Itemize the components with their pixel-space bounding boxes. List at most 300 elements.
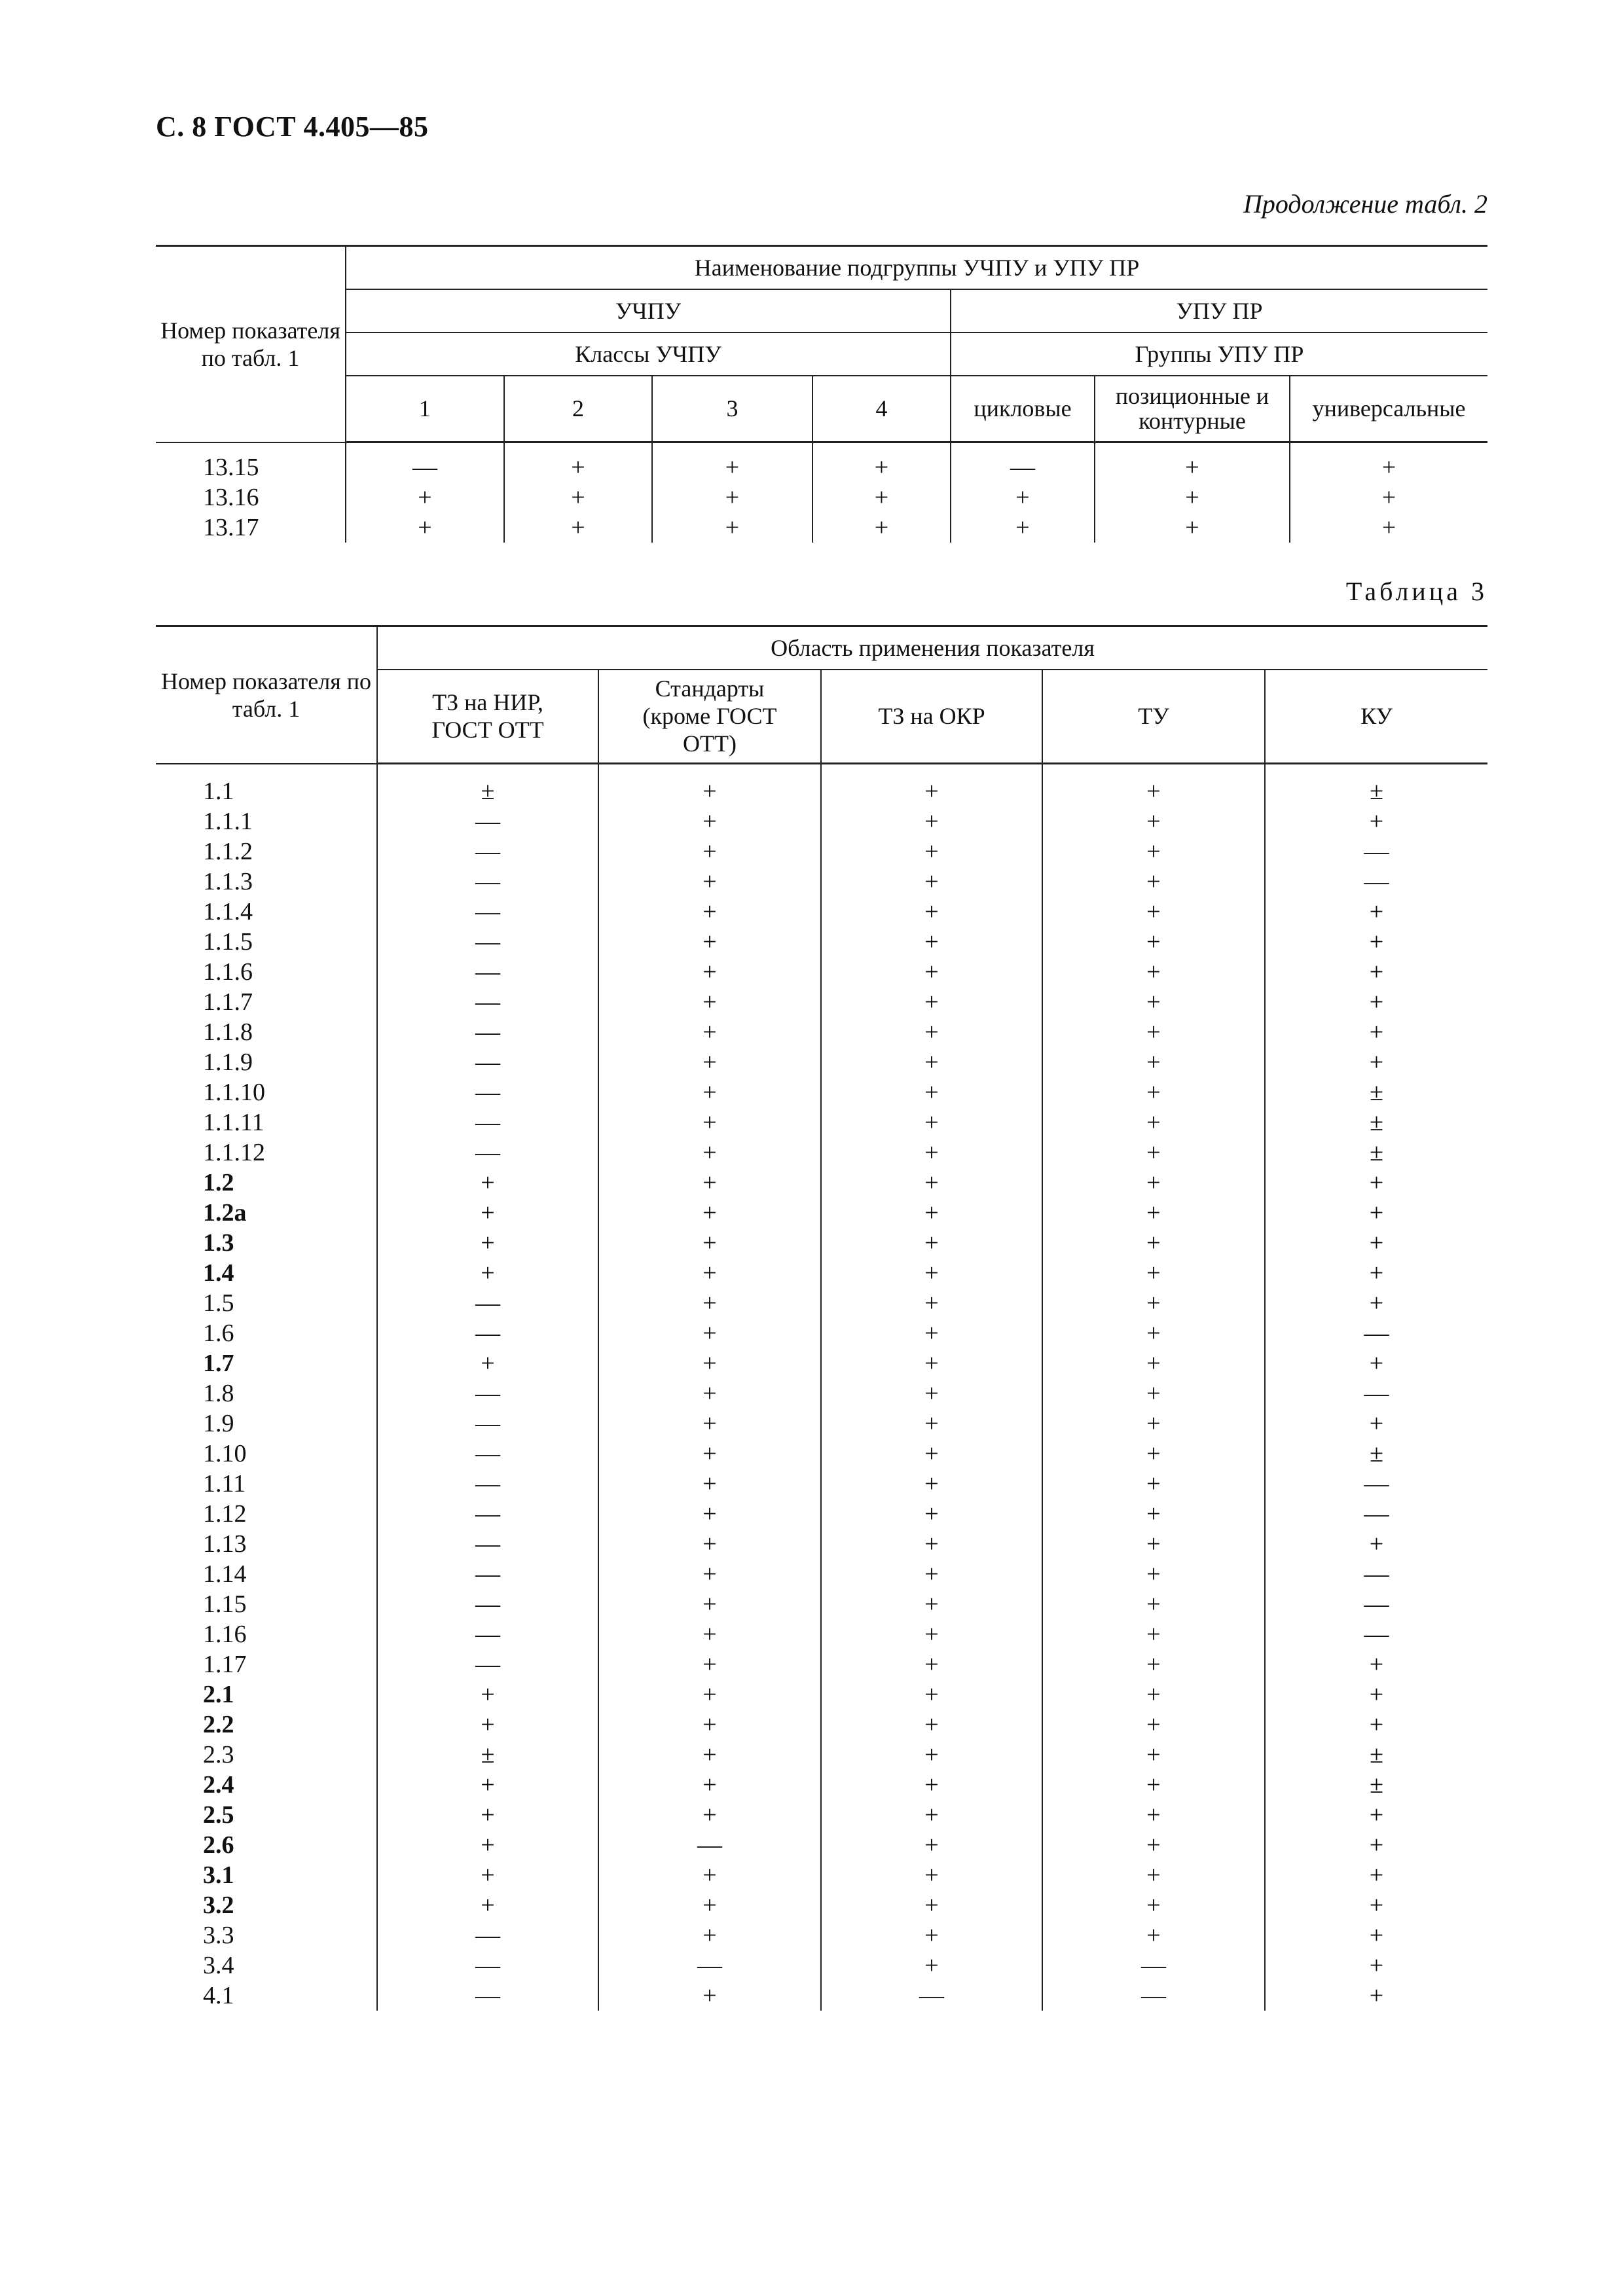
row-number: 1.17 [203,1651,247,1678]
row-number: 1.1.9 [203,1049,253,1076]
table-cell: — [377,1138,598,1168]
table2-upu-header: УПУ ПР [951,289,1487,332]
table-cell: + [821,1740,1042,1770]
table-cell: + [598,1378,821,1408]
table-cell: + [821,1529,1042,1559]
table-cell: + [1042,1077,1265,1107]
table-cell: + [1095,442,1290,483]
table-row [156,1529,1487,1559]
row-number: 1.2 [203,1169,234,1196]
row-number: 1.3 [203,1229,234,1257]
table-cell: + [598,836,821,867]
table-cell: + [821,957,1042,987]
row-number: 3.4 [203,1952,234,1979]
table-row [156,1439,1487,1469]
table-cell: + [1042,1890,1265,1920]
row-number: 1.8 [203,1380,234,1407]
table-cell: + [821,1770,1042,1800]
table-cell: + [598,1198,821,1228]
table-cell: — [377,1589,598,1619]
table-cell: + [1265,957,1487,987]
table-cell: — [377,1499,598,1529]
table-cell: + [812,512,951,543]
table-cell: + [1042,1288,1265,1318]
row-number: 13.15 [203,453,259,481]
table2-col-header: 1 [346,376,504,442]
table-cell: + [821,1860,1042,1890]
table-cell: + [1042,764,1265,807]
table-cell: + [1042,1198,1265,1228]
row-number: 1.2а [203,1199,247,1227]
table-cell: + [951,482,1095,512]
table-cell: + [598,1981,821,2011]
table-cell: + [1265,1950,1487,1981]
table3-col-header: Стандарты (кроме ГОСТ ОТТ) [598,670,821,764]
row-number: 1.1.1 [203,808,253,835]
table-cell: + [377,1679,598,1710]
row-number: 1.9 [203,1410,234,1437]
table-row [156,1318,1487,1348]
table-cell: + [598,1047,821,1077]
row-number: 3.2 [203,1892,234,1919]
table-cell: + [598,1288,821,1318]
table-cell: + [1042,1168,1265,1198]
table-cell: ± [1265,1740,1487,1770]
table-cell: + [1042,1107,1265,1138]
table-cell: — [1265,836,1487,867]
table-cell: + [821,1228,1042,1258]
table-cell: + [598,1710,821,1740]
table-cell: + [821,1017,1042,1047]
table-cell: + [821,987,1042,1017]
table-cell: + [821,1559,1042,1589]
table-cell: — [377,1318,598,1348]
table-cell: + [1042,1559,1265,1589]
table-row [156,1770,1487,1800]
table-row [156,806,1487,836]
page-header: С. 8 ГОСТ 4.405—85 [156,111,429,143]
table-cell: + [1042,1258,1265,1288]
table-cell: + [1042,1860,1265,1890]
table-row [156,1107,1487,1138]
table-cell: + [821,1408,1042,1439]
row-number: 1.1.4 [203,898,253,925]
table-cell: — [377,1920,598,1950]
table-3 [156,625,1487,2011]
table-cell: + [812,442,951,483]
table-cell: — [821,1981,1042,2011]
table-cell: + [1042,1047,1265,1077]
table-cell: — [598,1950,821,1981]
table-cell: — [377,1529,598,1559]
table-cell: + [1042,1770,1265,1800]
table-cell: — [377,1439,598,1469]
table-row [156,1258,1487,1288]
table2-col-header: цикловые [951,376,1095,442]
table-cell: + [1042,1017,1265,1047]
table-cell: + [1042,1529,1265,1559]
table-cell: + [598,987,821,1017]
table3-col-header: КУ [1265,670,1487,764]
table-cell: + [598,1168,821,1198]
table-cell: + [821,1890,1042,1920]
table-cell: + [1265,806,1487,836]
table-cell: + [821,1047,1042,1077]
table-cell: + [821,806,1042,836]
table-row [156,1920,1487,1950]
table-row [156,1077,1487,1107]
table-cell: + [504,442,652,483]
table-cell: + [377,1890,598,1920]
table-cell: + [1265,1228,1487,1258]
table3-col-header: ТЗ на НИР, ГОСТ ОТТ [377,670,598,764]
row-number: 1.7 [203,1350,234,1377]
table-cell: + [346,512,504,543]
row-number: 1.1.5 [203,928,253,956]
table-cell: — [1265,1499,1487,1529]
row-number: 1.1.6 [203,958,253,986]
table-row [156,1950,1487,1981]
table-cell: + [1042,1800,1265,1830]
table-cell: + [1290,482,1487,512]
table-cell: + [1042,1920,1265,1950]
table-cell: — [1265,1619,1487,1649]
row-number: 1.1.7 [203,988,253,1016]
table-cell: + [1265,1800,1487,1830]
table2-caption: Продолжение табл. 2 [1243,189,1487,219]
table-cell: + [1042,836,1265,867]
table-row [156,1740,1487,1770]
row-number: 3.1 [203,1861,234,1889]
table-cell: — [377,1107,598,1138]
table-cell: + [1265,1830,1487,1860]
table-cell: + [1042,806,1265,836]
table-cell: + [598,1800,821,1830]
table-cell: + [598,957,821,987]
row-number: 2.6 [203,1831,234,1859]
table-row [156,1378,1487,1408]
table-cell: ± [377,764,598,807]
table-row [156,1860,1487,1890]
table-cell: + [346,482,504,512]
table-cell: — [377,1378,598,1408]
table-cell: + [1290,512,1487,543]
row-number: 1.11 [203,1470,246,1498]
table-row [156,1017,1487,1047]
table-cell: + [821,1800,1042,1830]
table-row [156,1559,1487,1589]
table3-num-header: Номер показателя по табл. 1 [156,626,377,764]
table-cell: + [652,512,812,543]
row-number: 2.1 [203,1681,234,1708]
table-cell: + [1265,987,1487,1017]
row-number: 1.1.10 [203,1079,265,1106]
table-cell: + [598,1619,821,1649]
table2-classes-header: Классы УЧПУ [346,332,951,376]
row-number: 13.17 [203,514,259,541]
table-row [156,927,1487,957]
table-cell: + [598,1499,821,1529]
table-cell: + [598,1348,821,1378]
row-number: 2.3 [203,1741,234,1768]
table-cell: + [598,1017,821,1047]
table-cell: ± [1265,1107,1487,1138]
table-cell: + [1042,1378,1265,1408]
table-cell: + [598,927,821,957]
table-cell: + [598,1138,821,1168]
table3-body [156,764,1487,2011]
table-cell: + [821,1439,1042,1469]
table-cell: ± [1265,1770,1487,1800]
table-row [156,1679,1487,1710]
table-cell: + [1265,1679,1487,1710]
table-cell: + [377,1770,598,1800]
table-cell: + [598,1529,821,1559]
table-cell: + [598,1107,821,1138]
row-number: 1.5 [203,1289,234,1317]
table-cell: + [821,1198,1042,1228]
table-cell: + [377,1258,598,1288]
table-cell: — [1265,1378,1487,1408]
table-cell: — [377,1288,598,1318]
table-cell: + [598,764,821,807]
table-row [156,1800,1487,1830]
table-cell: — [1042,1950,1265,1981]
table-row [156,867,1487,897]
table-cell: + [1265,1168,1487,1198]
table-cell: + [821,1288,1042,1318]
table2-col-header: 2 [504,376,652,442]
row-number: 1.4 [203,1259,234,1287]
table-cell: — [377,1408,598,1439]
table-row [156,1890,1487,1920]
row-number: 1.15 [203,1590,247,1618]
table-row [156,1469,1487,1499]
table-cell: + [1042,1348,1265,1378]
table-cell: + [1042,1318,1265,1348]
table2-group-title: Наименование подгруппы УЧПУ и УПУ ПР [346,246,1487,289]
table-cell: — [377,806,598,836]
row-number: 1.13 [203,1530,247,1558]
table-cell: + [1265,1408,1487,1439]
table3-group-title: Область применения показателя [377,626,1487,670]
table-cell: — [377,1469,598,1499]
table-cell: — [1265,1318,1487,1348]
table-row [156,1649,1487,1679]
table-cell: — [377,1559,598,1589]
table-cell: + [821,1499,1042,1529]
table-row [156,1981,1487,2011]
row-number: 1.16 [203,1621,247,1648]
table-cell: + [377,1710,598,1740]
table-cell: + [1042,1710,1265,1740]
table-cell: + [377,1800,598,1830]
table-cell: — [377,927,598,957]
table-cell: + [1042,1408,1265,1439]
table-cell: + [821,1077,1042,1107]
table-cell: + [1042,1619,1265,1649]
table-cell: + [1042,1228,1265,1258]
table-row [156,897,1487,927]
table-cell: + [1042,1469,1265,1499]
table-cell: + [598,1679,821,1710]
table-cell: + [1042,867,1265,897]
table-cell: — [377,897,598,927]
table-cell: + [1095,482,1290,512]
table-cell: + [598,1890,821,1920]
table-cell: ± [1265,1439,1487,1469]
table-row [156,987,1487,1017]
table-row [156,1710,1487,1740]
table-cell: + [1265,1198,1487,1228]
row-number: 2.2 [203,1711,234,1738]
table-row [156,1228,1487,1258]
table-cell: + [598,1228,821,1258]
table-cell: ± [377,1740,598,1770]
table-row [156,836,1487,867]
table-cell: + [598,1318,821,1348]
table-cell: — [346,442,504,483]
table-cell: + [821,1679,1042,1710]
table-cell: + [812,482,951,512]
table-cell: — [1265,1589,1487,1619]
table-cell: + [821,927,1042,957]
table-cell: + [1042,987,1265,1017]
row-number: 1.1.12 [203,1139,265,1166]
table-cell: — [377,1047,598,1077]
table-cell: + [951,512,1095,543]
table-cell: + [821,1318,1042,1348]
table-cell: + [1042,1649,1265,1679]
table-cell: + [821,1348,1042,1378]
table-cell: + [1265,1529,1487,1559]
table-cell: + [598,806,821,836]
table-cell: + [1265,1890,1487,1920]
table-row [156,1168,1487,1198]
table-cell: + [821,1920,1042,1950]
table-cell: + [652,442,812,483]
table-cell: — [1265,1559,1487,1589]
row-number: 1.1 [203,777,234,805]
table-cell: + [598,1589,821,1619]
table-cell: ± [1265,1138,1487,1168]
table-cell: + [821,1168,1042,1198]
table-cell: + [598,897,821,927]
table-cell: + [1042,927,1265,957]
table-cell: + [821,897,1042,927]
table-cell: + [821,1649,1042,1679]
table-row [156,1830,1487,1860]
table-cell: — [1265,867,1487,897]
table-cell: — [377,1619,598,1649]
table-row [156,1499,1487,1529]
table-cell: + [1265,1288,1487,1318]
table-row [156,482,1487,512]
row-number: 4.1 [203,1982,234,2009]
table-cell: + [821,1589,1042,1619]
table-cell: + [1265,1920,1487,1950]
table-cell: + [1042,1679,1265,1710]
table-cell: — [377,836,598,867]
table-row [156,1047,1487,1077]
table-row [156,442,1487,483]
table-row [156,1619,1487,1649]
table2-col-header: универсальные [1290,376,1487,442]
table-cell: + [598,1258,821,1288]
table-cell: + [1265,1017,1487,1047]
row-number: 1.1.3 [203,868,253,895]
table-cell: — [377,1017,598,1047]
table-row [156,1198,1487,1228]
table-cell: + [377,1228,598,1258]
table-cell: + [1042,1439,1265,1469]
table-cell: + [1265,1981,1487,2011]
table-cell: + [377,1830,598,1860]
table-cell: + [377,1860,598,1890]
table-cell: + [1042,1830,1265,1860]
table-cell: + [821,1138,1042,1168]
table-cell: — [377,1950,598,1981]
table-cell: + [377,1198,598,1228]
table-cell: + [598,1740,821,1770]
table-cell: + [598,1649,821,1679]
table-cell: + [598,867,821,897]
table-cell: + [821,1950,1042,1981]
table-cell: + [821,1619,1042,1649]
table-cell: — [1042,1981,1265,2011]
table-cell: + [504,482,652,512]
table-cell: + [821,1258,1042,1288]
table-cell: — [377,867,598,897]
table-cell: + [1042,1138,1265,1168]
table-cell: + [377,1348,598,1378]
table-cell: + [1265,1649,1487,1679]
table-cell: + [1095,512,1290,543]
table-cell: + [821,1830,1042,1860]
table-cell: ± [1265,764,1487,807]
table-cell: + [1265,1348,1487,1378]
table2-body [156,442,1487,543]
table-cell: + [598,1077,821,1107]
table-row [156,512,1487,543]
row-number: 13.16 [203,484,259,511]
table-cell: — [598,1830,821,1860]
table-cell: + [504,512,652,543]
table-cell: + [652,482,812,512]
table-cell: + [821,836,1042,867]
row-number: 1.12 [203,1500,247,1528]
table-cell: + [598,1770,821,1800]
table-row [156,1408,1487,1439]
table3-caption: Таблица 3 [1345,577,1487,606]
table-cell: ± [1265,1077,1487,1107]
table-cell: — [377,1981,598,2011]
table-row [156,764,1487,807]
row-number: 2.4 [203,1771,234,1799]
row-number: 1.6 [203,1319,234,1347]
row-number: 1.14 [203,1560,247,1588]
table2-groups-header: Группы УПУ ПР [951,332,1487,376]
table-cell: + [598,1920,821,1950]
table-cell: + [598,1469,821,1499]
row-number: 1.1.8 [203,1018,253,1046]
table-cell: + [1265,1710,1487,1740]
table-cell: — [377,1077,598,1107]
table-cell: + [821,1107,1042,1138]
row-number: 1.1.11 [203,1109,264,1136]
table-cell: + [598,1408,821,1439]
table-cell: + [1290,442,1487,483]
